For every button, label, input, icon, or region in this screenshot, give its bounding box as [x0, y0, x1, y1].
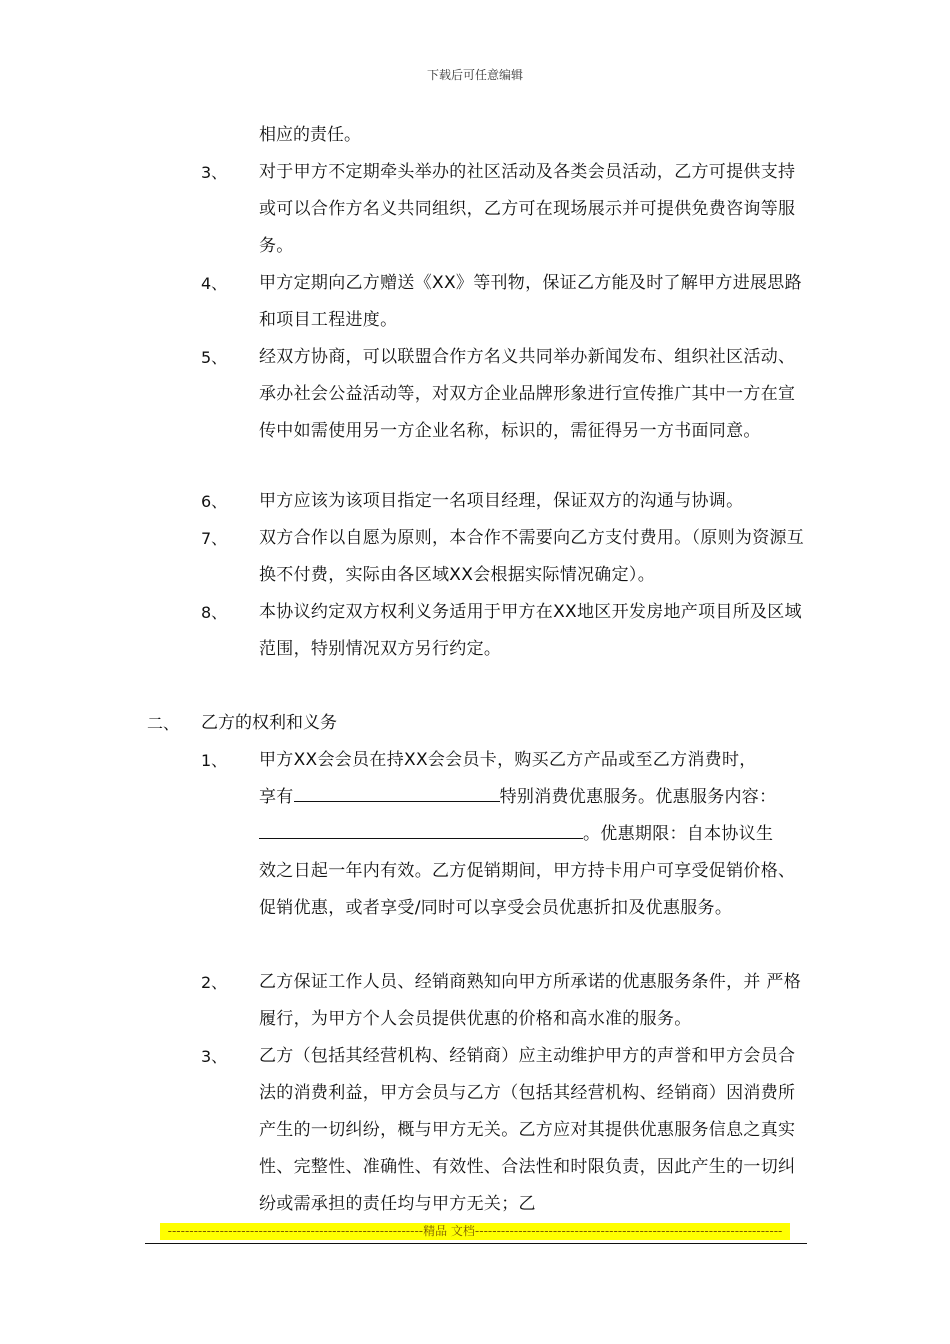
- item-text: [259, 742, 809, 927]
- item-line: 效之日起一年内有效。乙方促销期间，甲方持卡用户可享受促销价格、促销优惠，或者享受/同时可以享受会员优惠折扣及优惠服务。: [259, 861, 796, 918]
- fill-in-blank: [259, 816, 583, 839]
- item-text: 双方合作以自愿为原则，本合作不需要向乙方支付费用。（原则为资源互换不付费，实际由各区域XX会根据实际情况确定）。: [259, 528, 805, 585]
- section-number: 二、: [147, 714, 180, 733]
- item-number: 8、: [201, 603, 228, 622]
- item-number: 6、: [201, 492, 228, 511]
- text-run: 特别消费优惠服务。优惠服务内容：: [499, 787, 777, 807]
- section-title: 乙方的权利和义务: [201, 713, 337, 733]
- item-number: 3、: [201, 1047, 228, 1066]
- footer-banner: -----------------------------------------------------------精品 文档-----------------------------------------------------------------------: [160, 1223, 790, 1240]
- text-run: 享有: [259, 787, 294, 807]
- item-text: 甲方应该为该项目指定一名项目经理，保证双方的沟通与协调。: [259, 491, 744, 511]
- item-text: 经双方协商，可以联盟合作方名义共同举办新闻发布、组织社区活动、承办社会公益活动等，对双方企业品牌形象进行宣传推广其中一方在宣传中如需使用另一方企业名称，标识的，需征得另一方书面同意。: [259, 347, 796, 441]
- item-text: 对于甲方不定期牵头举办的社区活动及各类会员活动，乙方可提供支持或可以合作方名义共同组织，乙方可在现场展示并可提供免费咨询等服务。: [259, 162, 796, 256]
- item-text: 甲方定期向乙方赠送《XX》等刊物，保证乙方能及时了解甲方进展思路和项目工程进度。: [259, 273, 802, 330]
- item-number: 2、: [201, 973, 228, 992]
- continuation-text: 相应的责任。: [259, 125, 361, 145]
- item-number: 4、: [201, 274, 228, 293]
- item-text: 本协议约定双方权利义务适用于甲方在XX地区开发房地产项目所及区域范围，特别情况双方另行约定。: [259, 602, 802, 659]
- item-number: 3、: [201, 163, 228, 182]
- item-line: 甲方XX会会员在持XX会会员卡，购买乙方产品或至乙方消费时，: [259, 750, 757, 770]
- item-line: [259, 779, 809, 816]
- text-run: 。优惠期限：自本协议生: [583, 824, 774, 844]
- item-number: 1、: [201, 751, 228, 770]
- page-header: 下载后可任意编辑: [426, 68, 523, 82]
- item-text: 乙方保证工作人员、经销商熟知向甲方所承诺的优惠服务条件，并 严格履行，为甲方个人会员提供优惠的价格和高水准的服务。: [259, 972, 802, 1029]
- footer-rule: [145, 1243, 807, 1244]
- item-line: [259, 816, 809, 853]
- item-number: 5、: [201, 348, 228, 367]
- item-number: 7、: [201, 529, 228, 548]
- item-text: 乙方（包括其经营机构、经销商）应主动维护甲方的声誉和甲方会员合法的消费利益，甲方会员与乙方（包括其经营机构、经销商）因消费所产生的一切纠纷，概与甲方无关。乙方应对其提供优惠服务信息之真实性、完整性、准确性、有效性、合法性和时限负责，因此产生的一切纠纷或需承担的责任均与甲方无关；乙: [259, 1046, 796, 1214]
- fill-in-blank: [294, 779, 500, 802]
